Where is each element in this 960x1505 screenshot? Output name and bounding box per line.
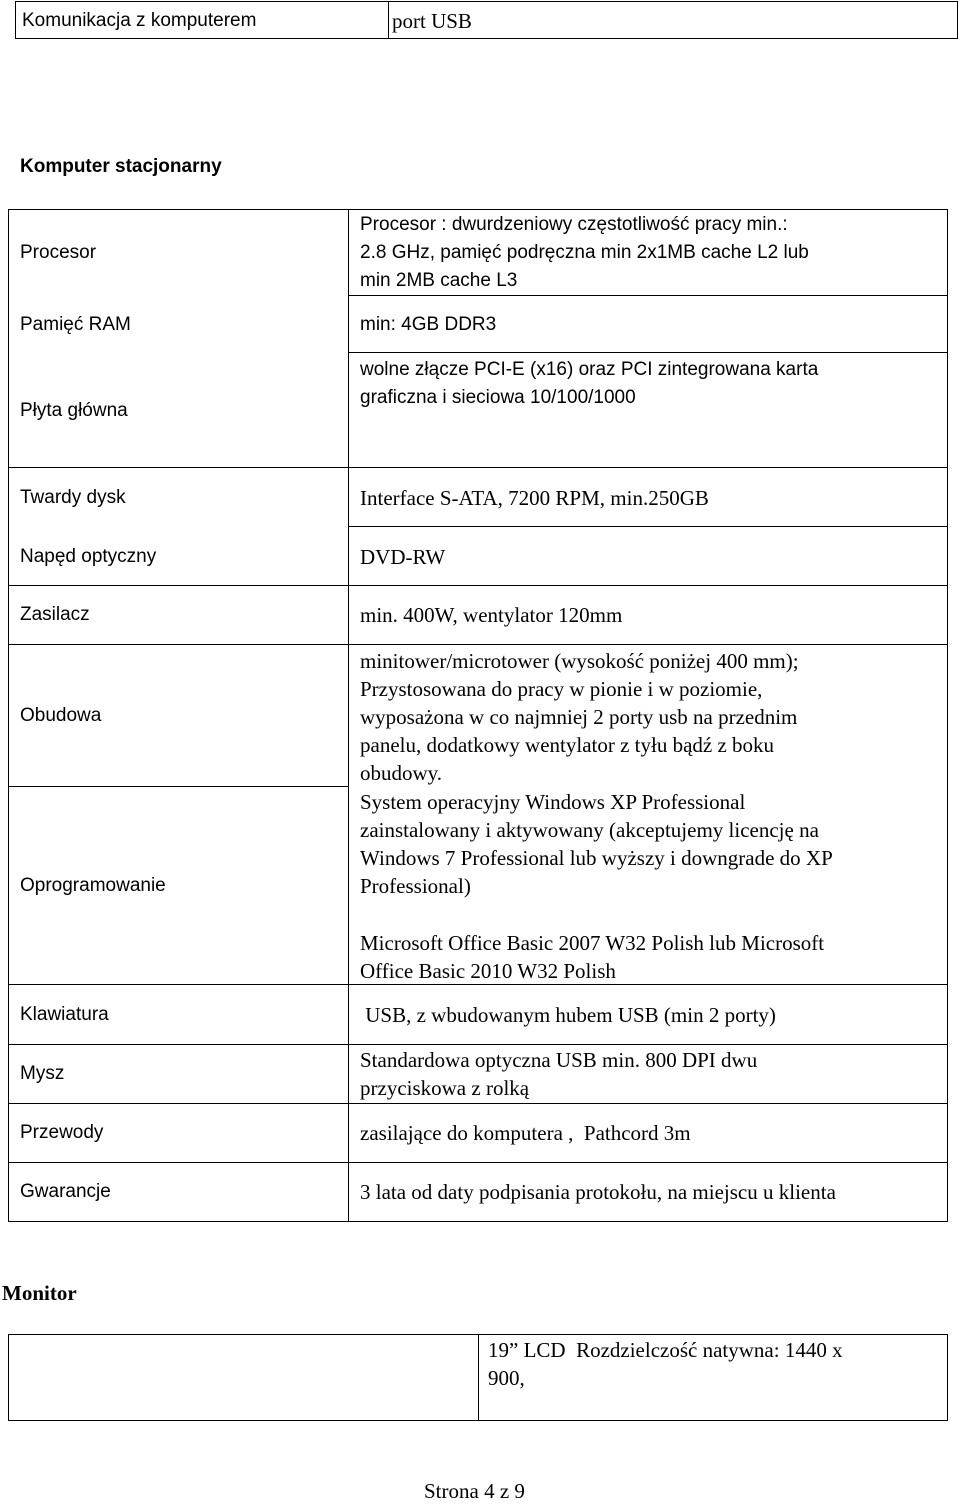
- row-line: [348, 526, 948, 527]
- row-line: [8, 1103, 948, 1104]
- label-plyta-glowna: Płyta główna: [20, 400, 128, 421]
- row-line: [8, 585, 948, 586]
- label-gwarancje: Gwarancje: [20, 1181, 111, 1202]
- value-pamiec-ram: min: 4GB DDR3: [360, 314, 497, 335]
- value-line: Microsoft Office Basic 2007 W32 Polish lub Microsoft: [360, 931, 825, 955]
- value-line: minitower/microtower (wysokość poniżej 400 mm);: [360, 649, 799, 673]
- monitor-value-line: 19” LCD Rozdzielczość natywna: 1440 x: [488, 1338, 843, 1362]
- monitor-table-divider: [478, 1334, 479, 1421]
- pc-spec-table-column-divider: [348, 209, 349, 1222]
- label-twardy-dysk: Twardy dysk: [20, 487, 126, 508]
- label-przewody: Przewody: [20, 1122, 104, 1143]
- top-table-right-cell: port USB: [392, 9, 472, 33]
- row-line: [8, 1044, 948, 1045]
- value-line: przyciskowa z rolką: [360, 1076, 530, 1100]
- value-line: System operacyjny Windows XP Professional: [360, 790, 746, 814]
- value-twardy-dysk: Interface S-ATA, 7200 RPM, min.250GB: [360, 486, 709, 510]
- value-line: Office Basic 2010 W32 Polish: [360, 959, 616, 983]
- monitor-value-line: 900,: [488, 1366, 525, 1390]
- value-line: obudowy.: [360, 761, 443, 785]
- row-line: [8, 467, 948, 468]
- value-przewody: zasilające do komputera , Pathcord 3m: [360, 1121, 691, 1145]
- value-zasilacz: min. 400W, wentylator 120mm: [360, 603, 623, 627]
- value-line: zainstalowany i aktywowany (akceptujemy licencję na: [360, 818, 819, 842]
- value-line: min 2MB cache L3: [360, 270, 518, 291]
- value-line: wyposażona w co najmniej 2 porty usb na przednim: [360, 705, 798, 729]
- label-zasilacz: Zasilacz: [20, 604, 90, 625]
- value-line: 2.8 GHz, pamięć podręczna min 2x1MB cache L2 lub: [360, 242, 809, 263]
- top-table-divider: [388, 1, 389, 39]
- row-line: [348, 352, 948, 353]
- top-table-left-cell: Komunikacja z komputerem: [22, 10, 257, 31]
- section-heading-pc: Komputer stacjonarny: [20, 156, 222, 177]
- row-line: [8, 786, 348, 787]
- label-mysz: Mysz: [20, 1063, 65, 1084]
- value-line: Windows 7 Professional lub wyższy i downgrade do XP: [360, 846, 833, 870]
- value-line: Przystosowana do pracy w pionie i w poziomie,: [360, 677, 763, 701]
- value-gwarancje: 3 lata od daty podpisania protokołu, na miejscu u klienta: [360, 1180, 836, 1204]
- value-line: wolne złącze PCI-E (x16) oraz PCI zintegrowana karta: [360, 359, 819, 380]
- label-obudowa: Obudowa: [20, 705, 102, 726]
- page-number: Strona 4 z 9: [424, 1479, 525, 1503]
- label-klawiatura: Klawiatura: [20, 1004, 109, 1025]
- value-naped-optyczny: DVD-RW: [360, 545, 446, 569]
- label-oprogramowanie: Oprogramowanie: [20, 875, 166, 896]
- row-line: [8, 1162, 948, 1163]
- row-line: [8, 644, 948, 645]
- label-procesor: Procesor: [20, 242, 97, 263]
- row-line: [348, 295, 948, 296]
- label-pamiec-ram: Pamięć RAM: [20, 314, 131, 335]
- value-line: Professional): [360, 874, 471, 898]
- label-naped-optyczny: Napęd optyczny: [20, 546, 157, 567]
- value-line: Procesor : dwurdzeniowy częstotliwość pracy min.:: [360, 214, 788, 235]
- section-heading-monitor: Monitor: [2, 1281, 77, 1305]
- value-klawiatura: USB, z wbudowanym hubem USB (min 2 porty): [360, 1003, 776, 1027]
- value-line: Standardowa optyczna USB min. 800 DPI dwu: [360, 1048, 758, 1072]
- value-line: graficzna i sieciowa 10/100/1000: [360, 387, 636, 408]
- value-line: panelu, dodatkowy wentylator z tyłu bądź z boku: [360, 733, 775, 757]
